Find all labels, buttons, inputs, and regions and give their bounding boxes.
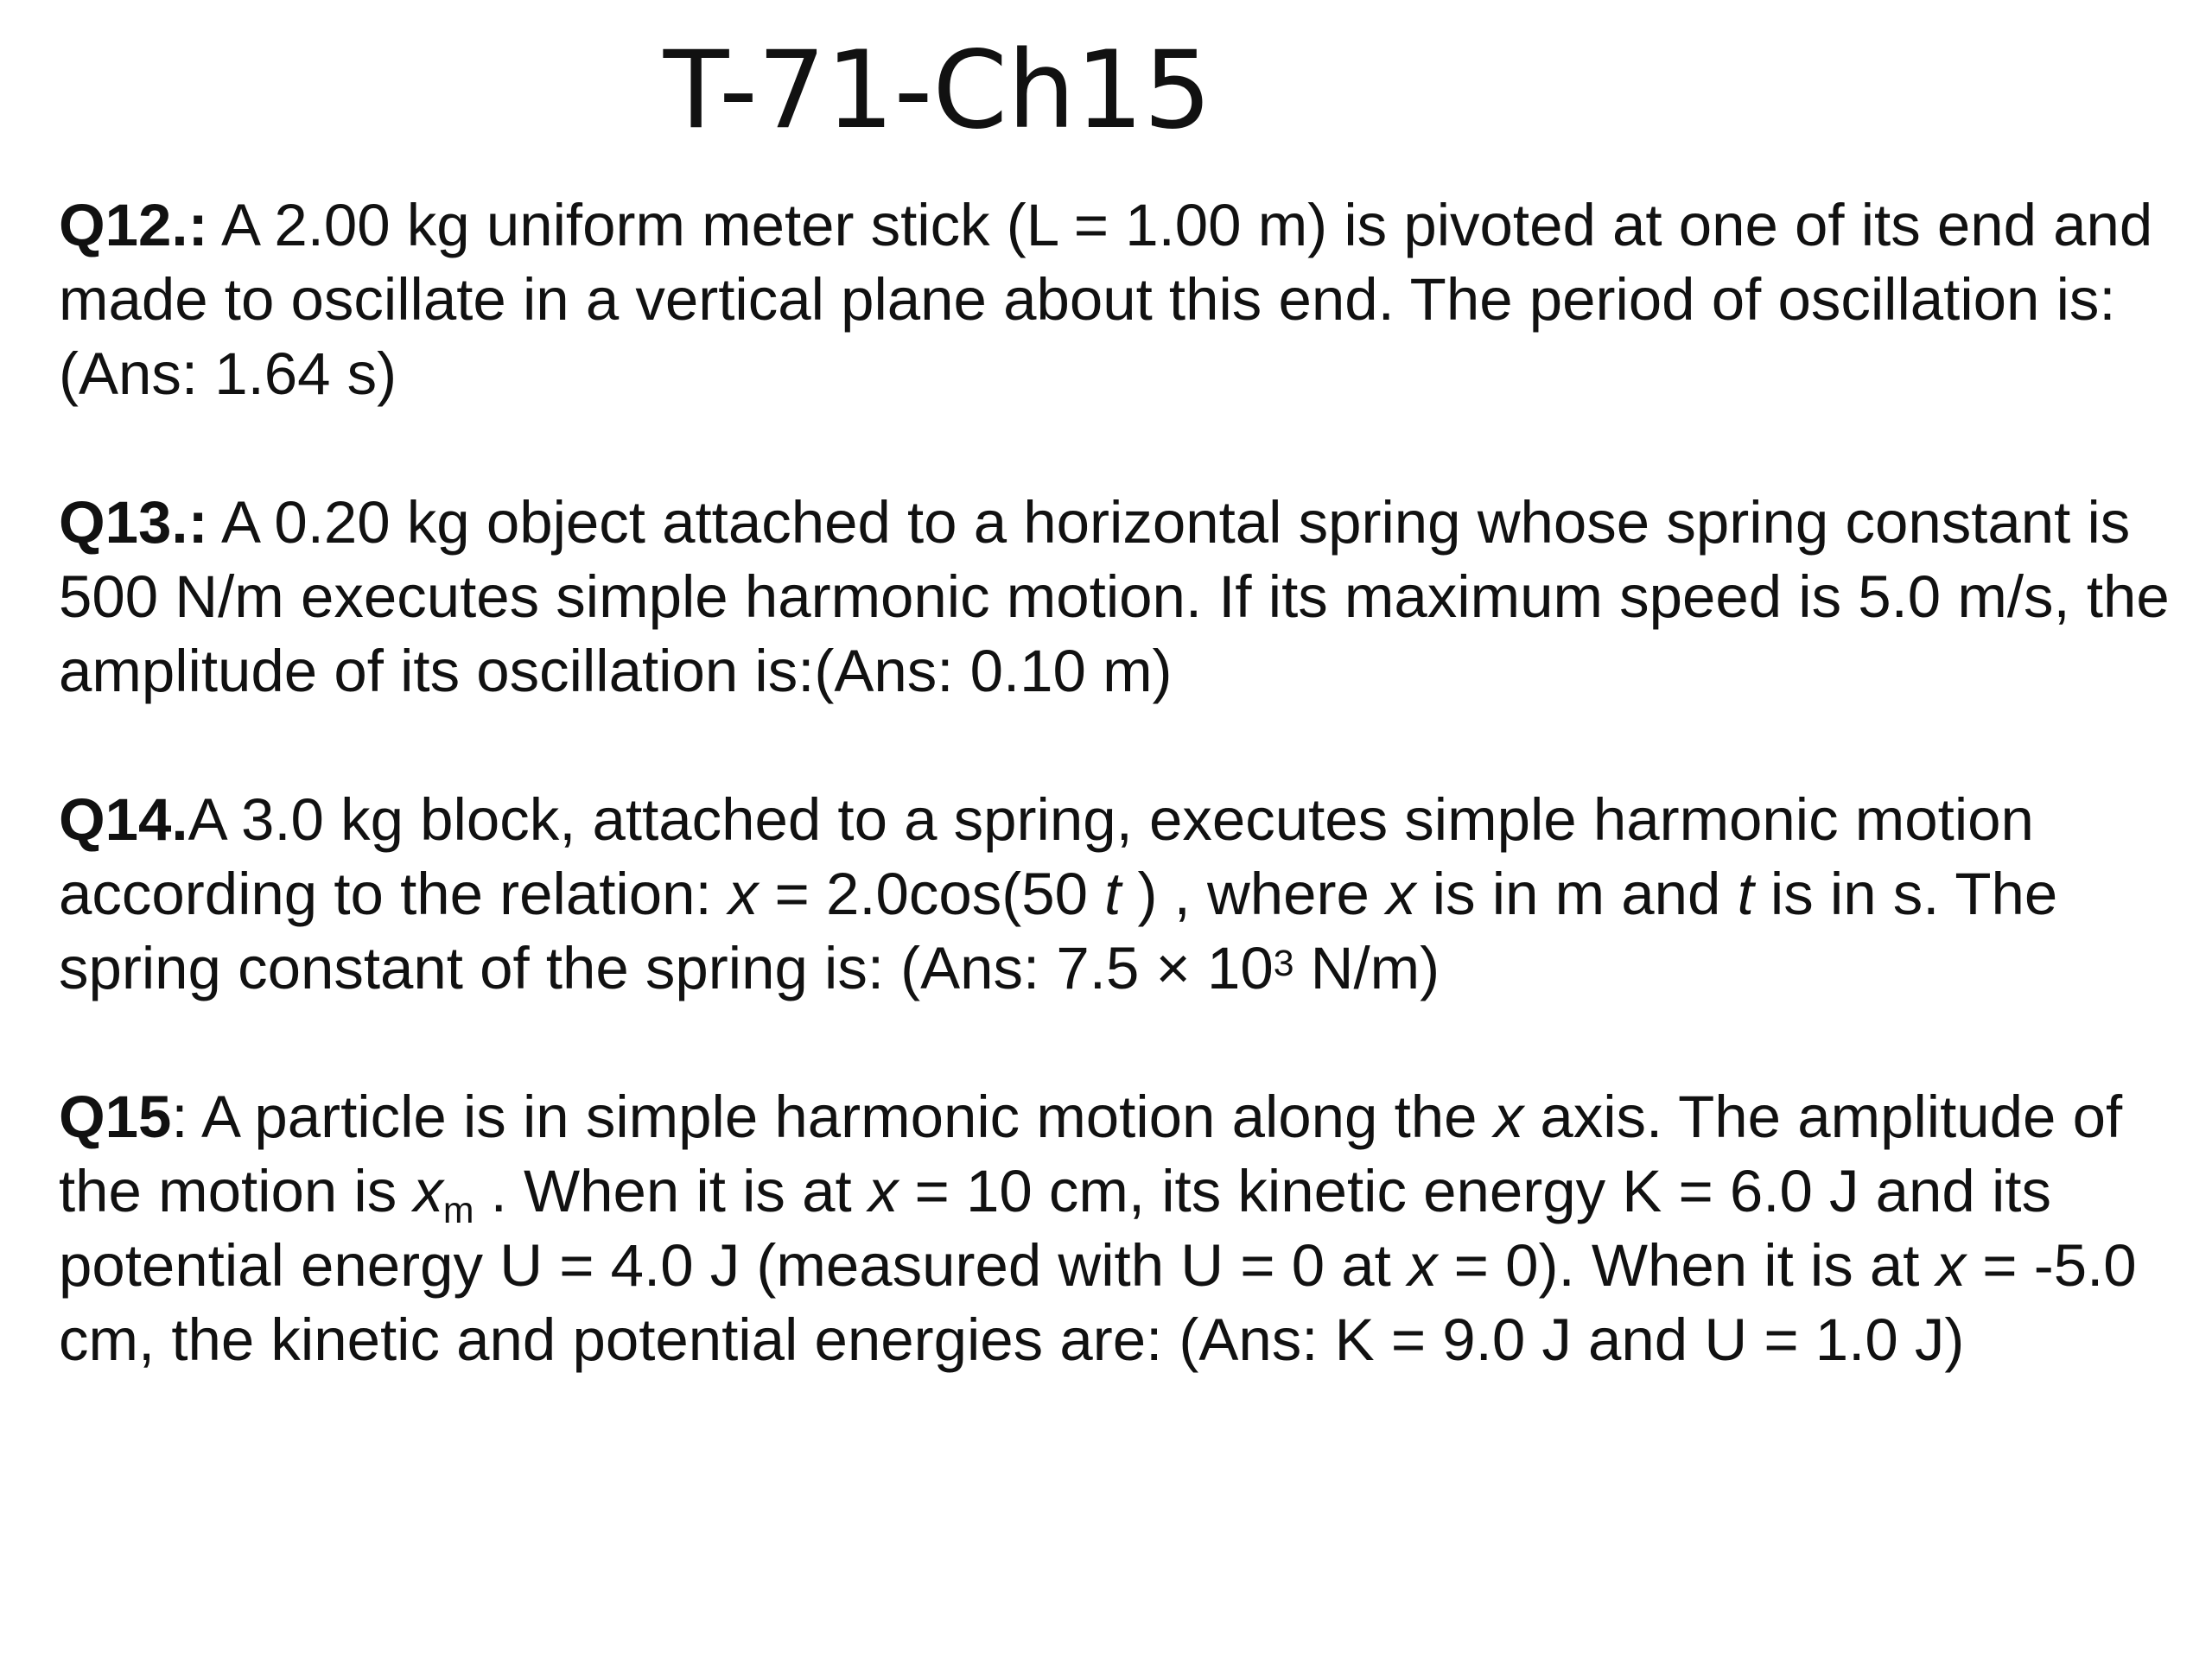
subscript-m: m	[442, 1189, 474, 1231]
question-text: is in m and	[1415, 861, 1738, 927]
question-text: = 2.0cos(50	[758, 861, 1105, 927]
variable-x: x	[1936, 1232, 1967, 1299]
question-text: = 10 cm, its kinetic energy K = 6.0 J and its potential energy U = 4.0 J (measured with U = 0 at	[59, 1158, 2051, 1299]
question-text: = -5.0 cm, the kinetic and potential energies are: (Ans: K = 9.0 J and U = 1.0 J)	[59, 1232, 2137, 1373]
question-id: Q15	[59, 1084, 172, 1150]
variable-t: t	[1737, 861, 1754, 927]
question-text: A 0.20 kg object attached to a horizontal spring whose spring constant is 500 N/m executes simple harmonic motion. If its maximum speed is 5.0 m/s, the amplitude of its oscillation is:(Ans: 0.10 m)	[59, 489, 2170, 704]
question-id: Q13.:	[59, 489, 208, 556]
question-q13	[59, 486, 2184, 709]
variable-x: x	[868, 1158, 899, 1224]
variable-x: x	[1408, 1232, 1438, 1299]
question-q15	[59, 1080, 2184, 1377]
question-text: ) , where	[1121, 861, 1387, 927]
question-text: : A particle is in simple harmonic motion along the	[171, 1084, 1494, 1150]
variable-t: t	[1104, 861, 1122, 927]
variable-x: x	[413, 1158, 443, 1224]
question-text: A 3.0 kg block, attached to a spring, executes simple harmonic motion according to the relation:	[59, 786, 2034, 927]
question-text: axis. The amplitude of the motion is	[59, 1084, 2123, 1224]
question-text: N/m)	[1294, 935, 1440, 1001]
slide-title: T-71-Ch15	[663, 29, 1212, 153]
question-list	[59, 188, 2184, 1377]
question-text: = 0). When it is at	[1437, 1232, 1936, 1299]
exponent: 3	[1273, 943, 1294, 985]
question-id: Q12.:	[59, 192, 208, 258]
question-text: . When it is at	[474, 1158, 868, 1224]
question-text: is in s. The spring constant of the spring is: (Ans: 7.5 × 10	[59, 861, 2058, 1001]
variable-x: x	[1493, 1084, 1524, 1150]
question-id: Q14.	[59, 786, 188, 853]
question-q14	[59, 783, 2184, 1006]
question-text: A 2.00 kg uniform meter stick (L = 1.00 m) is pivoted at one of its end and made to oscillate in a vertical plane about this end. The period of oscillation is: (Ans: 1.64 s)	[59, 192, 2153, 407]
question-q12	[59, 188, 2184, 411]
variable-x: x	[728, 861, 759, 927]
variable-x: x	[1386, 861, 1416, 927]
